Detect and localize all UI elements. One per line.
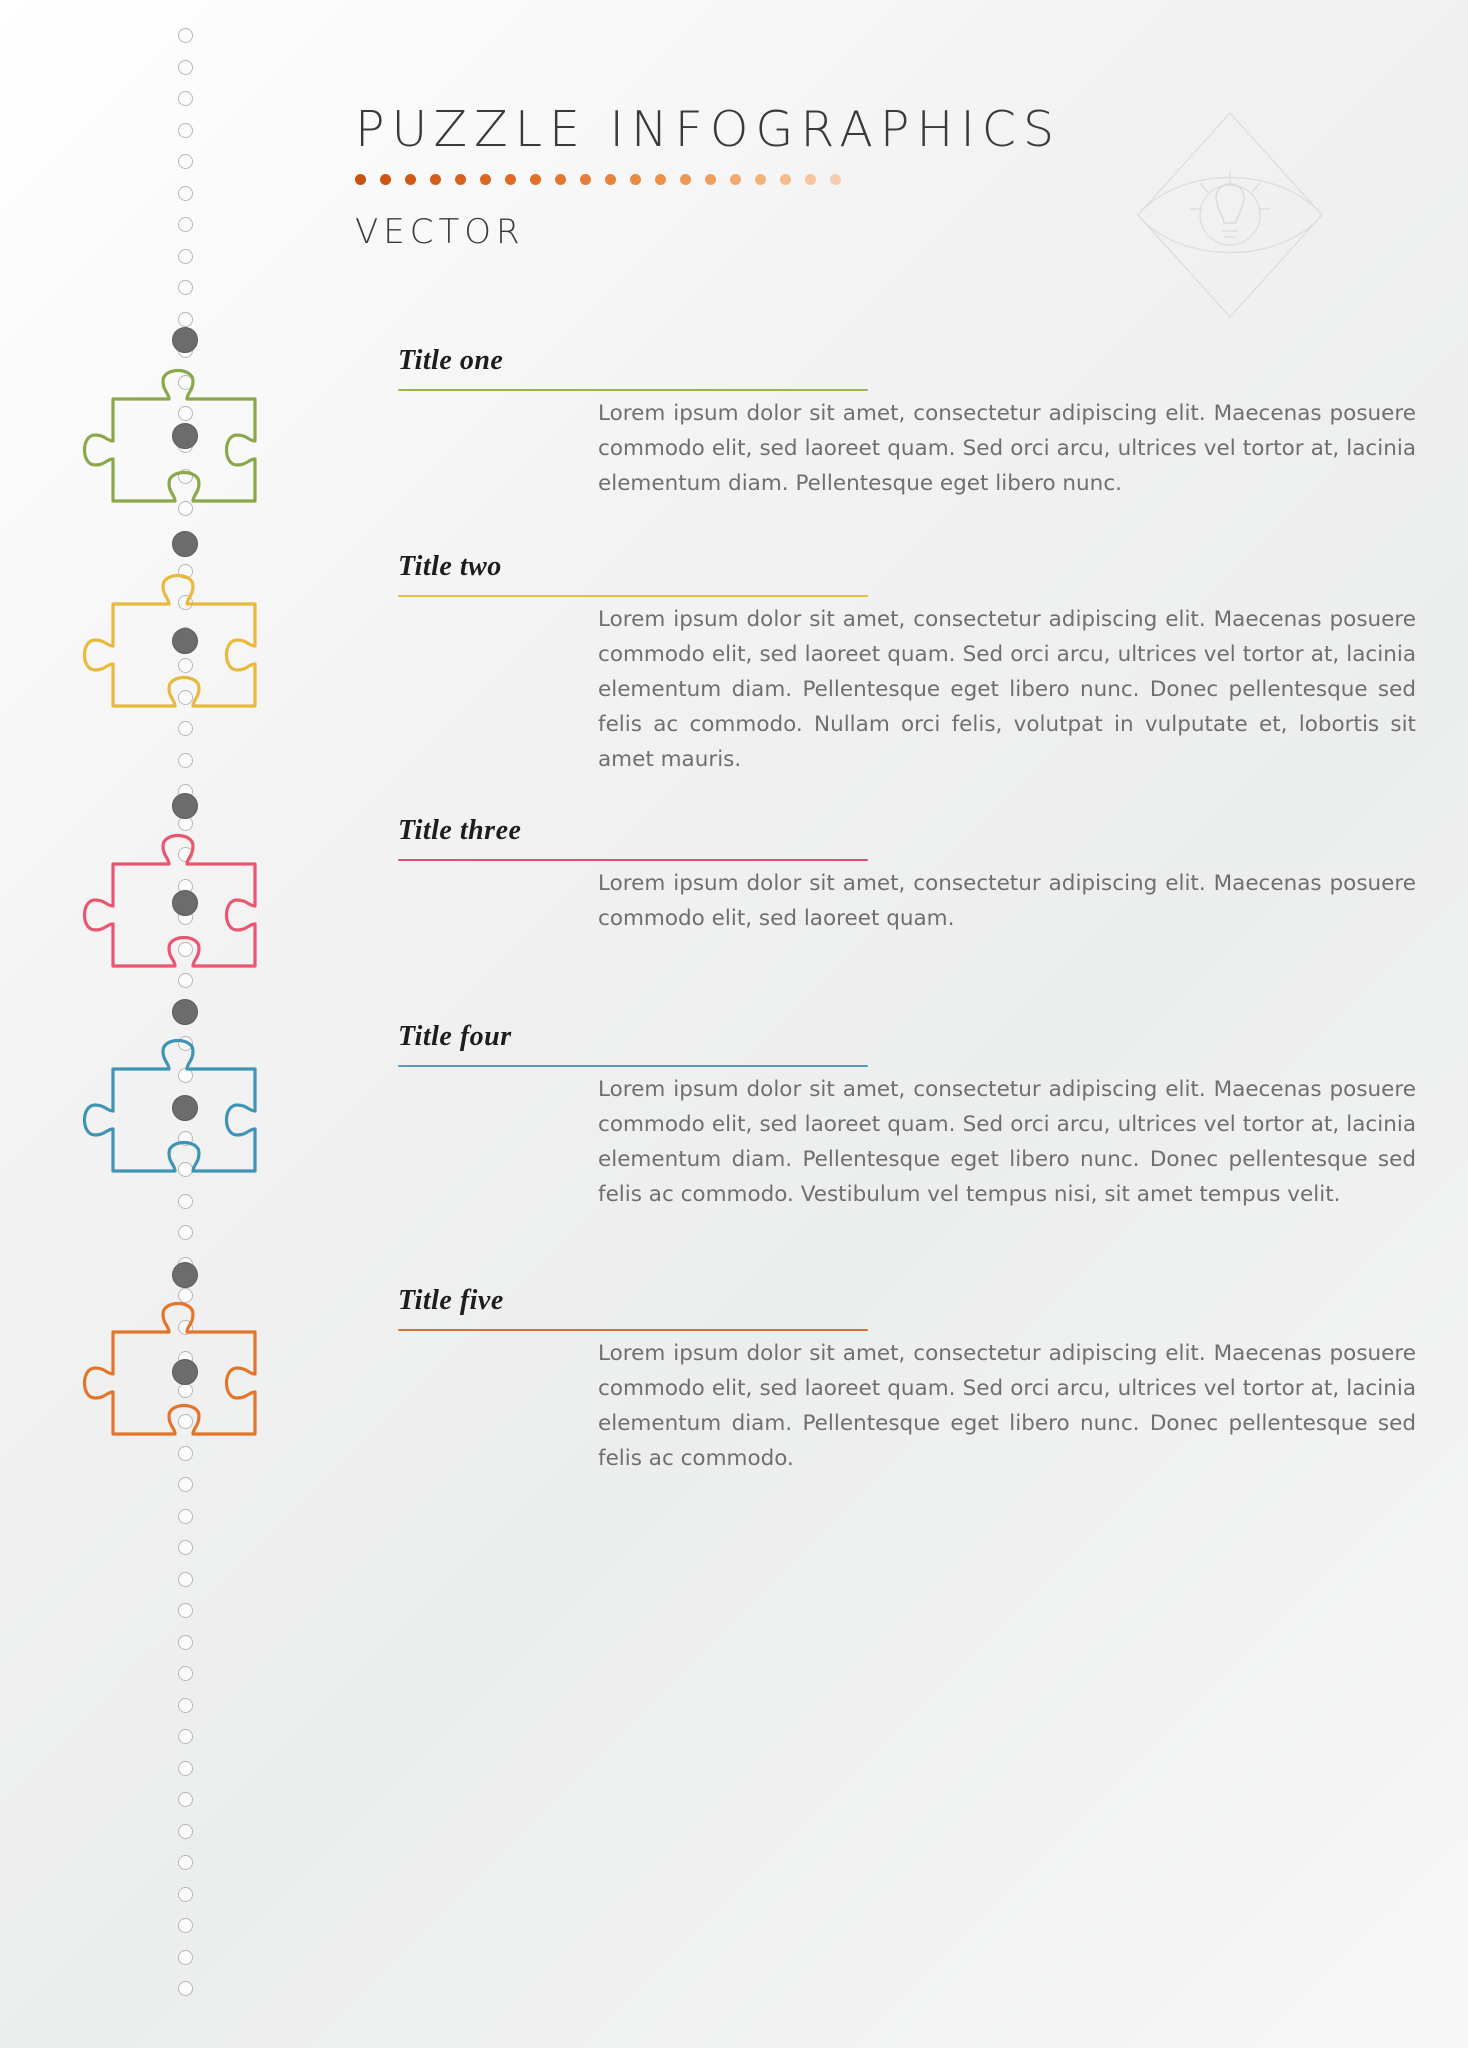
row-title: Title two — [398, 551, 502, 582]
rail-connector-knob — [172, 1359, 198, 1385]
puzzle-piece-icon[interactable] — [55, 800, 285, 1020]
header-dot-divider — [355, 172, 1055, 186]
puzzle-piece-icon[interactable] — [55, 1268, 285, 1488]
rail-dot — [178, 280, 193, 295]
rail-connector-knob — [172, 423, 198, 449]
rail-connector-knob — [172, 628, 198, 654]
row-underline — [398, 1065, 868, 1067]
row-body-text: Lorem ipsum dolor sit amet, consectetur adipiscing elit. Maecenas posuere commodo elit, sed laoreet quam. Sed orci arcu, ultrices vel tortor at, lacinia elementum diam. Pellentesque eget libero nunc. Donec pellentesque sed felis ac commodo. — [598, 1341, 1416, 1471]
rail-dot — [178, 1918, 193, 1933]
rail-dot — [178, 249, 193, 264]
header-dot — [805, 174, 816, 185]
header-dot — [830, 174, 841, 185]
header-dot — [480, 174, 491, 185]
header-dot — [780, 174, 791, 185]
rail-dot — [178, 1603, 193, 1618]
header-dot — [655, 174, 666, 185]
rail-connector-knob — [172, 327, 198, 353]
page-subtitle: VECTOR — [355, 212, 525, 252]
row-title-group — [398, 1021, 868, 1067]
rail-dot — [178, 1698, 193, 1713]
rail-dot — [178, 1509, 193, 1524]
header-dot — [355, 174, 366, 185]
rail-dot — [178, 60, 193, 75]
row-underline — [398, 389, 868, 391]
row-underline — [398, 595, 868, 597]
rail-dot — [178, 1635, 193, 1650]
rail-dot — [178, 1666, 193, 1681]
header-dot — [505, 174, 516, 185]
header-dot — [755, 174, 766, 185]
header-dot — [430, 174, 441, 185]
rail-connector-knob — [172, 1095, 198, 1121]
rail-dot — [178, 1540, 193, 1555]
rail-dot — [178, 217, 193, 232]
rail-dot — [178, 186, 193, 201]
header-dot — [405, 174, 416, 185]
rail-connector-knob — [172, 890, 198, 916]
rail-dot — [178, 1225, 193, 1240]
header-dot — [705, 174, 716, 185]
lightbulb-eye-emblem-icon — [1130, 105, 1330, 325]
header-dot — [680, 174, 691, 185]
header-dot — [530, 174, 541, 185]
rail-dot — [178, 154, 193, 169]
row-title: Title five — [398, 1285, 504, 1316]
rail-connector-knob — [172, 999, 198, 1025]
rail-dot — [178, 1855, 193, 1870]
header-dot — [730, 174, 741, 185]
rail-connector-knob — [172, 1262, 198, 1288]
row-title: Title one — [398, 345, 504, 376]
rail-dot — [178, 1729, 193, 1744]
header-dot — [630, 174, 641, 185]
rail-dot — [178, 1572, 193, 1587]
puzzle-piece-icon[interactable] — [55, 335, 285, 555]
row-body-text: Lorem ipsum dolor sit amet, consectetur adipiscing elit. Maecenas posuere commodo elit, sed laoreet quam. — [598, 871, 1416, 931]
rail-dot — [178, 1981, 193, 1996]
row-body-text: Lorem ipsum dolor sit amet, consectetur adipiscing elit. Maecenas posuere commodo elit, sed laoreet quam. Sed orci arcu, ultrices vel tortor at, lacinia elementum diam. Pellentesque eget libero nunc. Donec pellentesque sed felis ac commodo. Vestibulum vel tempus nisi, sit amet tempus velit. — [598, 1077, 1416, 1207]
row-title-group — [398, 551, 868, 597]
row-title: Title three — [398, 815, 522, 846]
rail-connector-knob — [172, 793, 198, 819]
row-title: Title four — [398, 1021, 512, 1052]
row-body-text: Lorem ipsum dolor sit amet, consectetur adipiscing elit. Maecenas posuere commodo elit, sed laoreet quam. Sed orci arcu, ultrices vel tortor at, lacinia elementum diam. Pellentesque eget libero nunc. Donec pellentesque sed felis ac commodo. Nullam orci felis, volutpat in vulputate et, lobortis sit amet mauris. — [598, 607, 1416, 772]
row-title-group — [398, 345, 868, 391]
rail-dot — [178, 312, 193, 327]
rail-dot — [178, 1950, 193, 1965]
header-dot — [455, 174, 466, 185]
rail-dot — [178, 1792, 193, 1807]
row-title-group — [398, 1285, 868, 1331]
rail-dot — [178, 1761, 193, 1776]
rail-dot — [178, 1824, 193, 1839]
header-dot — [580, 174, 591, 185]
header — [355, 101, 1255, 252]
rail-dot — [178, 91, 193, 106]
puzzle-piece-icon[interactable] — [55, 1005, 285, 1225]
header-dot — [555, 174, 566, 185]
header-dot — [605, 174, 616, 185]
row-title-group — [398, 815, 868, 861]
header-dot — [380, 174, 391, 185]
rail-connector-knob — [172, 531, 198, 557]
rail-dot — [178, 28, 193, 43]
row-body-text: Lorem ipsum dolor sit amet, consectetur adipiscing elit. Maecenas posuere commodo elit, sed laoreet quam. Sed orci arcu, ultrices vel tortor at, lacinia elementum diam. Pellentesque eget libero nunc. — [598, 401, 1416, 496]
rail-dot — [178, 123, 193, 138]
rail-dot — [178, 1887, 193, 1902]
row-underline — [398, 859, 868, 861]
page-title: PUZZLE INFOGRAPHICS — [355, 101, 1062, 158]
row-underline — [398, 1329, 868, 1331]
puzzle-piece-icon[interactable] — [55, 540, 285, 760]
